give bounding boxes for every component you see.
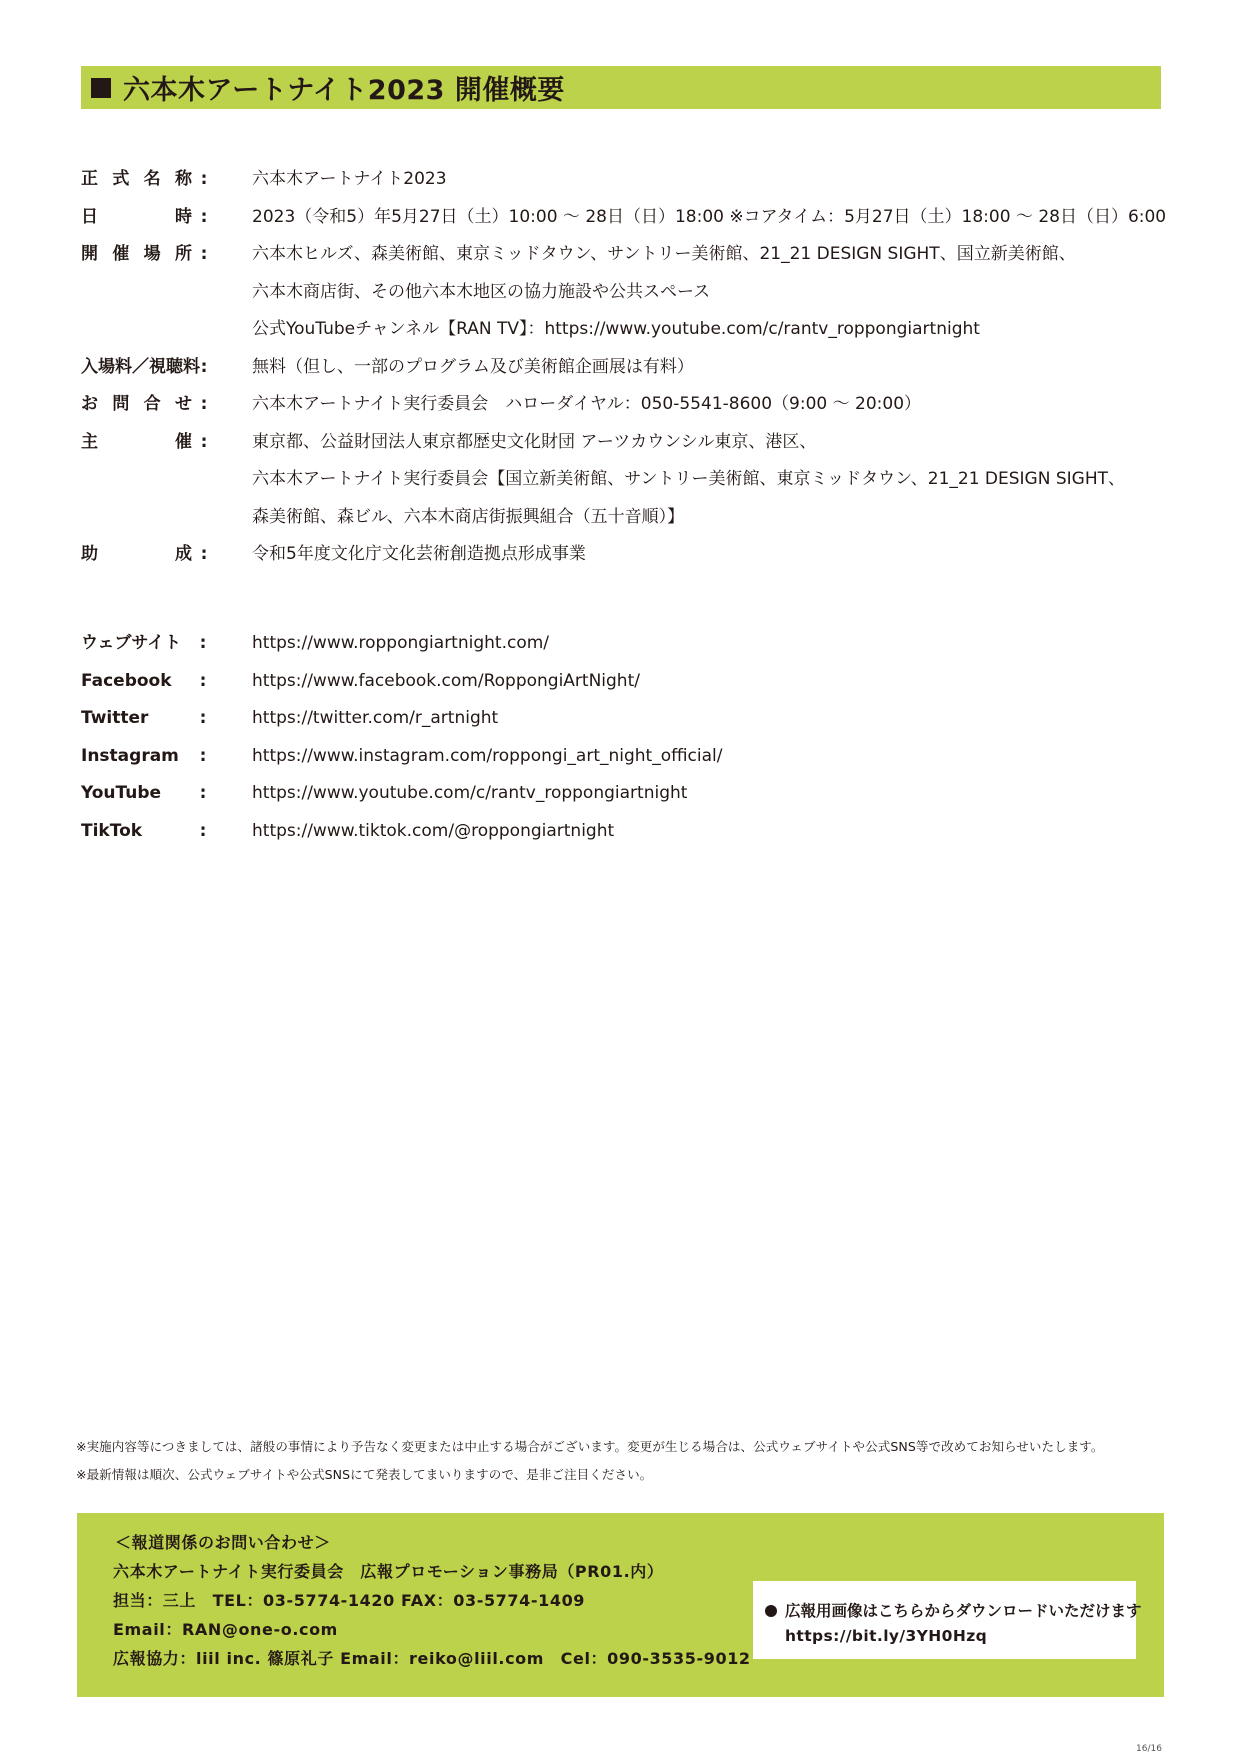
overview-label-char: 場 bbox=[143, 244, 161, 264]
web-link-label: Facebook bbox=[81, 671, 172, 691]
overview-label-char: 称 bbox=[174, 169, 192, 189]
overview-label-char: 催 bbox=[175, 432, 192, 452]
overview-label-char: 入場料／視聴料 bbox=[81, 357, 200, 377]
overview-value: 六本木アートナイト2023 bbox=[252, 169, 447, 189]
page-title: 六本木アートナイト2023 開催概要 bbox=[123, 75, 565, 106]
web-link-colon: : bbox=[199, 746, 207, 766]
overview-label bbox=[81, 430, 192, 454]
overview-colon: : bbox=[200, 207, 208, 227]
overview-colon: : bbox=[200, 432, 208, 452]
web-link-colon: : bbox=[199, 671, 207, 691]
overview-colon: : bbox=[200, 244, 208, 264]
overview-value: 2023（令和5）年5月27日（土）10:00 〜 28日（日）18:00 ※コアタイム：5月27日（土）18:00 〜 28日（日）6:00 bbox=[252, 207, 1167, 227]
overview-label-char: 所 bbox=[174, 244, 192, 264]
overview-label bbox=[81, 392, 192, 416]
web-link-url[interactable]: https://www.youtube.com/c/rantv_roppongiartnight bbox=[252, 783, 688, 803]
web-link-colon: : bbox=[199, 783, 207, 803]
contact-email: Email：RAN@one-o.com bbox=[113, 1620, 338, 1639]
web-link-url[interactable]: https://www.roppongiartnight.com/ bbox=[252, 633, 550, 653]
page-number: 16/16 bbox=[1136, 1744, 1162, 1754]
bullet-icon bbox=[765, 1605, 777, 1617]
overview-colon: : bbox=[200, 394, 208, 414]
overview-value: 六本木商店街、その他六本木地区の協力施設や公共スペース bbox=[252, 282, 711, 302]
overview-label-char: 成 bbox=[175, 544, 192, 564]
overview-label bbox=[81, 167, 192, 191]
web-link-url[interactable]: https://www.tiktok.com/@roppongiartnight bbox=[252, 821, 615, 841]
web-link-label: Instagram bbox=[81, 746, 179, 766]
web-link-url[interactable]: https://www.facebook.com/RoppongiArtNight/ bbox=[252, 671, 640, 691]
note-change-notice: ※実施内容等につきましては、諸般の事情により予告なく変更または中止する場合がございます。変更が生じる場合は、公式ウェブサイトや公式SNS等で改めてお知らせいたします。 bbox=[76, 1439, 1104, 1454]
overview-value: 六本木アートナイト実行委員会【国立新美術館、サントリー美術館、東京ミッドタウン、21_21 DESIGN SIGHT、 bbox=[252, 469, 1125, 489]
overview-label-char: 主 bbox=[81, 432, 98, 452]
contact-person-phone: 担当：三上 TEL：03-5774-1420 FAX：03-5774-1409 bbox=[113, 1591, 586, 1610]
overview-label bbox=[81, 542, 192, 566]
section-title-bar bbox=[81, 66, 1161, 109]
web-link-label: TikTok bbox=[81, 821, 143, 841]
overview-colon: : bbox=[200, 357, 208, 377]
overview-label-char: 日 bbox=[81, 207, 98, 227]
overview-label-char: せ bbox=[174, 394, 192, 414]
download-card bbox=[753, 1581, 1142, 1659]
contact-office: 六本木アートナイト実行委員会 広報プロモーション事務局（PR01.内） bbox=[113, 1562, 664, 1581]
download-text: 広報用画像はこちらからダウンロードいただけます bbox=[785, 1602, 1142, 1620]
overview-colon: : bbox=[200, 169, 208, 189]
web-link-url[interactable]: https://twitter.com/r_artnight bbox=[252, 708, 499, 728]
overview-value: 公式YouTubeチャンネル【RAN TV】：https://www.youtube.com/c/rantv_roppongiartnight bbox=[252, 319, 980, 339]
overview-label-char: 催 bbox=[112, 244, 130, 264]
overview-colon: : bbox=[200, 544, 208, 564]
overview-label bbox=[81, 205, 192, 229]
note-latest-info: ※最新情報は順次、公式ウェブサイトや公式SNSにて発表してまいりますので、是非ご注目ください。 bbox=[76, 1467, 653, 1482]
press-contact-box bbox=[77, 1513, 1164, 1697]
overview-value: 令和5年度文化庁文化芸術創造拠点形成事業 bbox=[252, 544, 586, 564]
contact-heading: ＜報道関係のお問い合わせ＞ bbox=[115, 1533, 331, 1552]
download-text-line bbox=[765, 1599, 1142, 1621]
overview-label bbox=[81, 355, 200, 379]
overview-value: 森美術館、森ビル、六本木商店街振興組合（五十音順）】 bbox=[252, 507, 685, 527]
web-link-label: YouTube bbox=[81, 783, 162, 803]
overview-value: 六本木ヒルズ、森美術館、東京ミッドタウン、サントリー美術館、21_21 DESIGN SIGHT、国立新美術館、 bbox=[252, 244, 1076, 264]
overview-label-char: 合 bbox=[143, 394, 161, 414]
overview-value: 無料（但し、一部のプログラム及び美術館企画展は有料） bbox=[252, 357, 694, 377]
overview-label-char: お bbox=[81, 394, 98, 414]
contact-cooperation: 広報協力：liil inc. 篠原礼子 Email：reiko@liil.com Cel：090-3535-9012 bbox=[113, 1649, 751, 1668]
download-link[interactable]: https://bit.ly/3YH0Hzq bbox=[785, 1627, 988, 1645]
web-link-colon: : bbox=[199, 821, 207, 841]
overview-label-char: 名 bbox=[143, 169, 161, 189]
overview-label-char: 式 bbox=[112, 169, 130, 189]
overview-value: 六本木アートナイト実行委員会 ハローダイヤル：050-5541-8600（9:00 〜 20:00） bbox=[252, 394, 922, 414]
overview-label bbox=[81, 242, 192, 266]
overview-value: 東京都、公益財団法人東京都歴史文化財団 アーツカウンシル東京、港区、 bbox=[252, 432, 817, 452]
overview-label-char: 問 bbox=[112, 394, 130, 414]
overview-label-char: 助 bbox=[81, 544, 98, 564]
web-link-colon: : bbox=[199, 708, 207, 728]
square-bullet-icon bbox=[91, 78, 111, 98]
web-link-label: Twitter bbox=[81, 708, 149, 728]
overview-label-char: 開 bbox=[81, 244, 98, 264]
overview-label-char: 時 bbox=[175, 207, 192, 227]
web-link-colon: : bbox=[199, 633, 207, 653]
web-link-url[interactable]: https://www.instagram.com/roppongi_art_night_official/ bbox=[252, 746, 723, 766]
overview-label-char: 正 bbox=[81, 169, 98, 189]
web-link-label: ウェブサイト bbox=[81, 633, 182, 653]
